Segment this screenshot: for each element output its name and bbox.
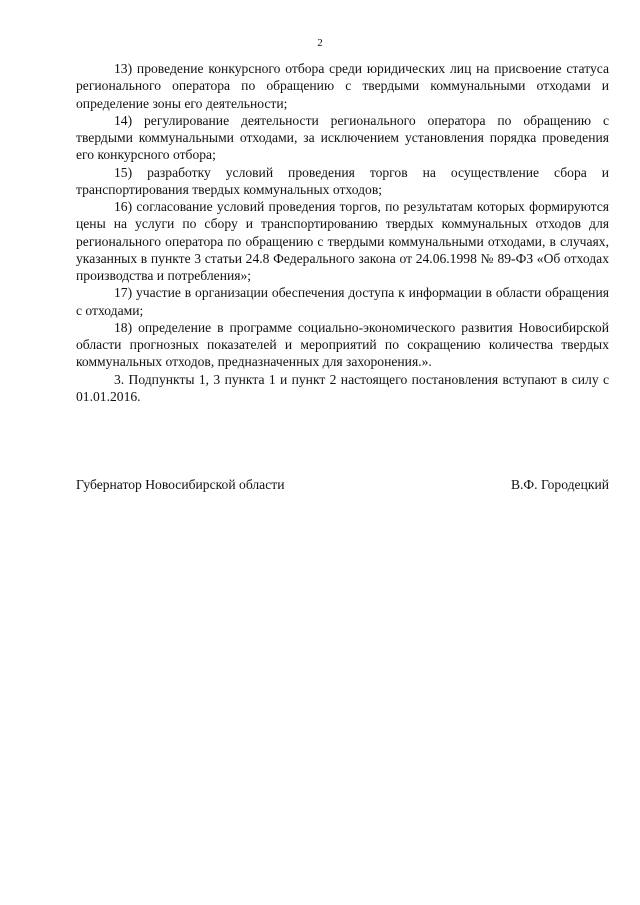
paragraph-item-13: 13) проведение конкурсного отбора среди юридических лиц на присвоение статуса регионального оператора по обращению с твердыми коммунальными отходами и определение зоны его деятельности;: [76, 61, 609, 111]
paragraph-item-17: 17) участие в организации обеспечения доступа к информации в области обращения с отходами;: [76, 285, 609, 318]
paragraph-item-16: 16) согласование условий проведения торгов, по результатам которых формируются цены на услуги по сбору и транспортированию твердых коммунальных отходов для регионального оператора по обращению с твердыми коммунальными отходами, в случаях, указанных в пункте 3 статьи 24.8 Федерального закона от 24.06.1998 № 89-ФЗ «Об отходах производства и потребления»;: [76, 199, 609, 283]
signature-block: [76, 476, 609, 493]
paragraph-item-14: 14) регулирование деятельности регионального оператора по обращению с твердыми коммунальными отходами, за исключением установления порядка проведения его конкурсного отбора;: [76, 112, 609, 163]
paragraph-item-18: 18) определение в программе социально-экономического развития Новосибирской области прогнозных показателей и мероприятий по сокращению количества твердых коммунальных отходов, предназначенных для захоронения.».: [76, 319, 609, 370]
page-number: 2: [317, 37, 323, 49]
paragraph-clause-3: 3. Подпункты 1, 3 пункта 1 и пункт 2 настоящего постановления вступают в силу с 01.01.2016.: [76, 371, 609, 404]
signatory-name: В.Ф. Городецкий: [510, 477, 609, 492]
document-body: [76, 60, 609, 405]
signatory-position: Губернатор Новосибирской области: [76, 477, 285, 492]
paragraph-item-15: 15) разработку условий проведения торгов на осуществление сбора и транспортирования твердых коммунальных отходов;: [76, 164, 609, 197]
